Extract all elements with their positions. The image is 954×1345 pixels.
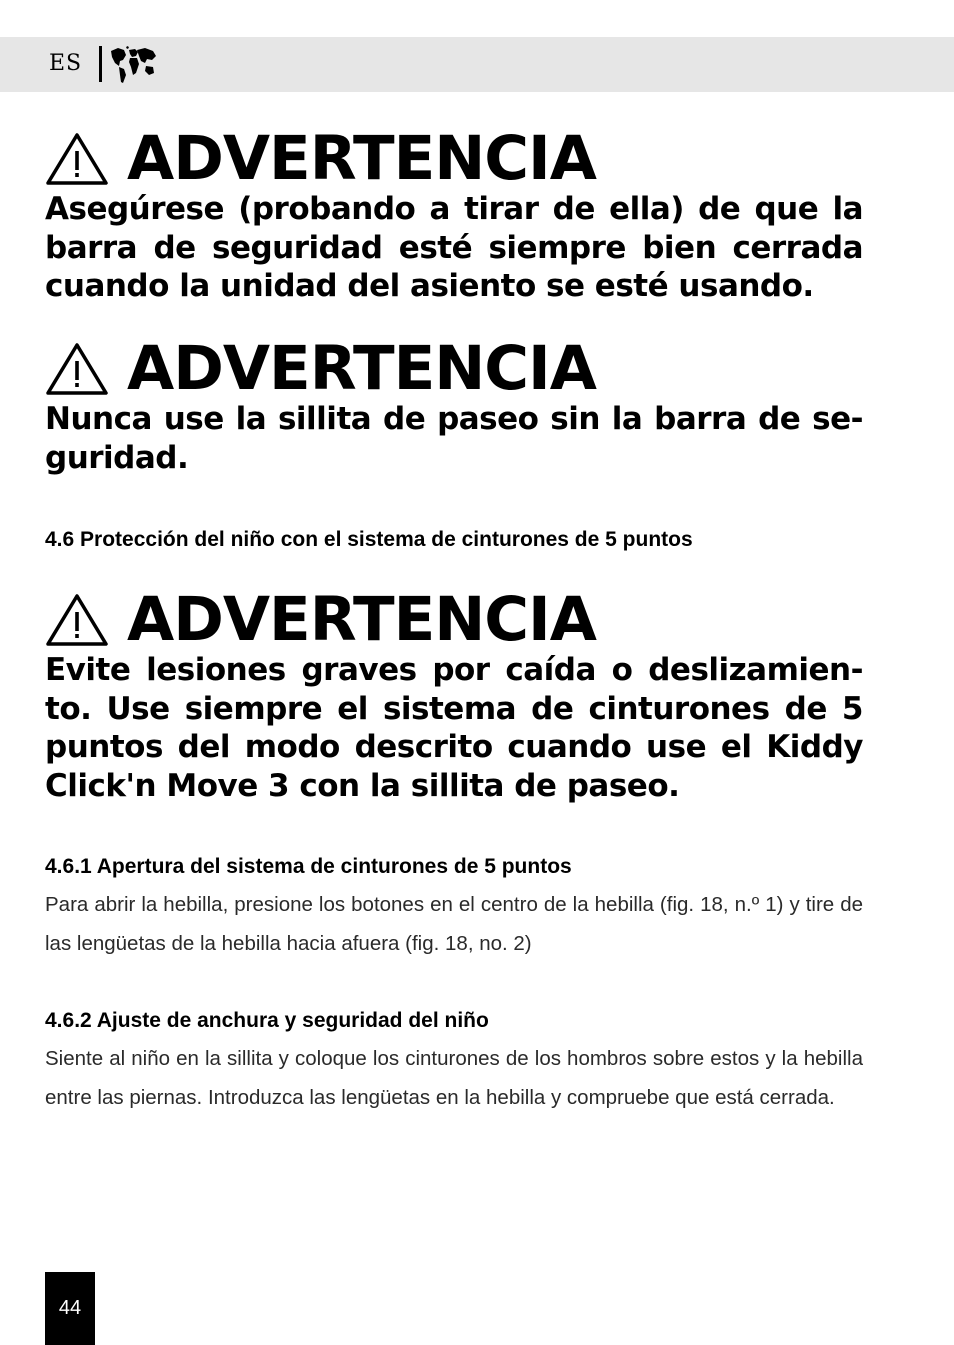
language-code: ES (49, 51, 83, 76)
warning-text: Evite lesiones graves por caída o deslizamien-to. Use siempre el sistema de cinturones de 5 puntos del modo descrito cuando use el Kiddy Click'n Move 3 con la sillita de paseo. (45, 652, 863, 804)
warning-heading (45, 584, 596, 655)
warning-heading (45, 333, 596, 404)
warning-title: ADVERTENCIA (127, 333, 596, 404)
warning-text: Asegúrese (probando a tirar de ella) de que la barra de seguridad esté siempre bien cerrada cuando la unidad del asiento se esté usando. (45, 191, 863, 304)
section-heading: 4.6 Protección del niño con el sistema de cinturones de 5 puntos (45, 528, 693, 551)
body-paragraph: Para abrir la hebilla, presione los botones en el centro de la hebilla (fig. 18, n.º 1) y tire de las lengüetas de la hebilla hacia afuera (fig. 18, no. 2) (45, 893, 863, 955)
warning-heading (45, 123, 596, 194)
warning-triangle-icon (45, 131, 109, 187)
body-paragraph: Siente al niño en la sillita y coloque los cinturones de los hombros sobre estos y la hebilla entre las piernas. Introduzca las lengüetas en la hebilla y compruebe que está cerrada. (45, 1047, 863, 1109)
header-divider (99, 46, 102, 82)
page-number: 44 (45, 1272, 95, 1345)
warning-title: ADVERTENCIA (127, 123, 596, 194)
warning-triangle-icon (45, 341, 109, 397)
warning-text: Nunca use la sillita de paseo sin la barra de se-guridad. (45, 401, 863, 476)
warning-triangle-icon (45, 592, 109, 648)
world-map-icon (109, 45, 157, 85)
header-bar (0, 37, 954, 92)
section-heading: 4.6.2 Ajuste de anchura y seguridad del niño (45, 1009, 489, 1032)
section-heading: 4.6.1 Apertura del sistema de cinturones de 5 puntos (45, 855, 572, 878)
warning-title: ADVERTENCIA (127, 584, 596, 655)
